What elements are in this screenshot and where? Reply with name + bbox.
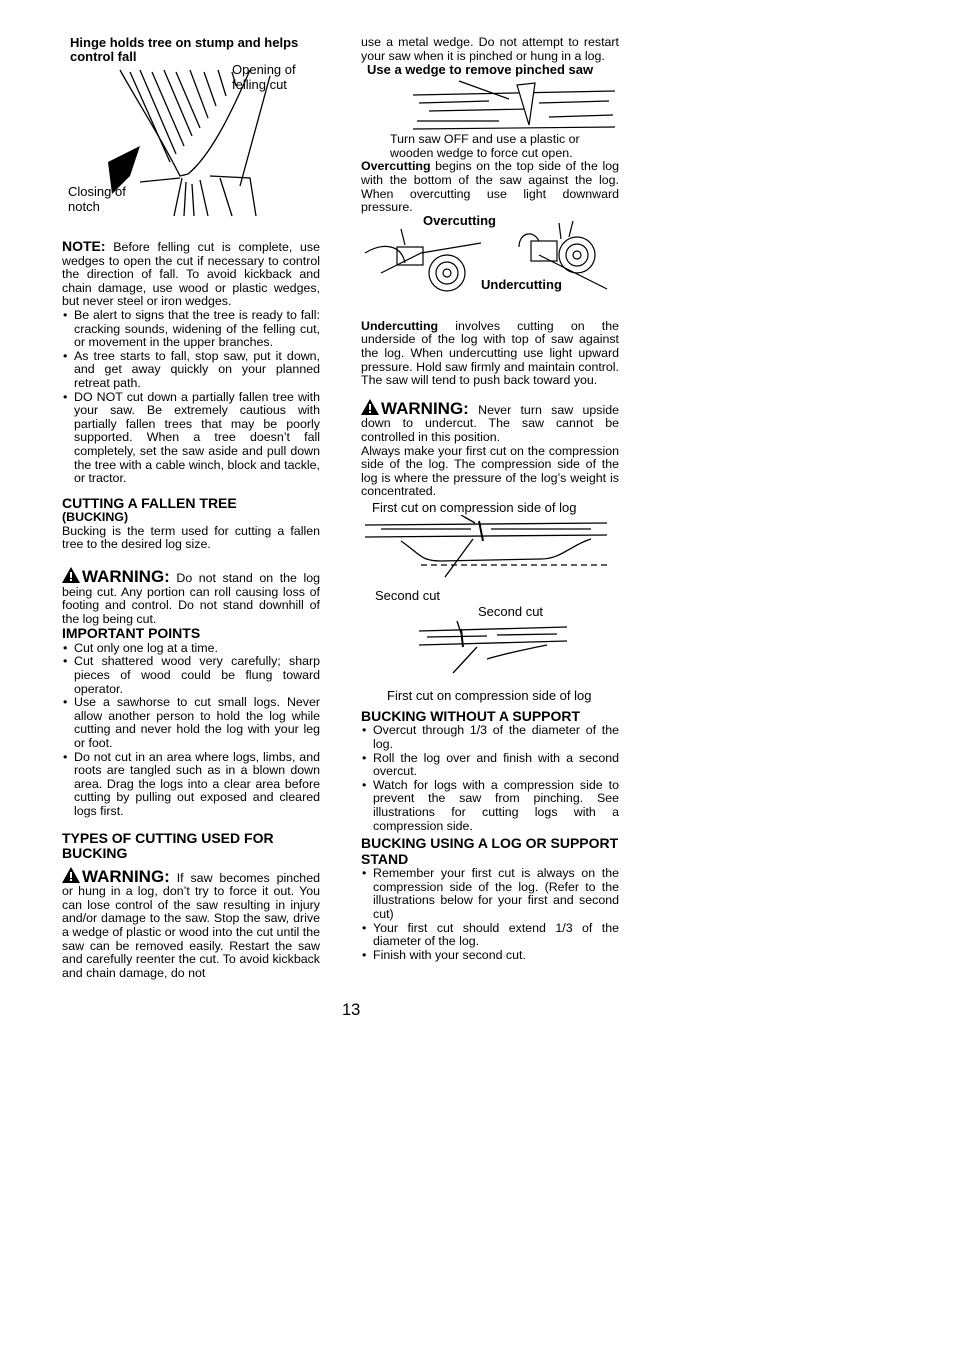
warning1-paragraph [62, 566, 320, 626]
list-item: • Remember your first cut is always on the compression side of the log. (Refer to the illustrations below for your first and second cut) [361, 867, 619, 921]
undercut-paragraph [361, 320, 619, 388]
label-closing: Closing of notch [68, 184, 126, 214]
overcut-paragraph [361, 160, 619, 214]
list-item: • Overcut through 1/3 of the diameter of the log. [361, 724, 619, 751]
right-column [361, 36, 619, 962]
label-first-cut-b: First cut on compression side of log [387, 687, 592, 703]
warning-icon [62, 567, 80, 583]
label-overcutting: Overcutting [423, 212, 496, 228]
types-heading: TYPES OF CUTTING USED FOR BUCKING [62, 829, 274, 862]
label-opening: Opening of felling cut [232, 62, 296, 92]
warning2-paragraph [62, 866, 320, 981]
list-item: • Cut shattered wood very carefully; sharp pieces of wood could be flung toward operator. [62, 655, 320, 696]
felling-figure [62, 36, 320, 222]
felling-figure-title: Hinge holds tree on stump and helps control fall [70, 35, 299, 64]
compression-text: Always make your first cut on the compression side of the log. The compression side of the log is where the pressure of the log’s weight is concentrated. [361, 443, 619, 499]
wedge-figure-title: Use a wedge to remove pinched saw [367, 62, 594, 78]
list-item: • Use a sawhorse to cut small logs. Never allow another person to hold the log while cutting and never hold the log with your leg or foot. [62, 696, 320, 750]
important-heading: IMPORTANT POINTS [62, 625, 201, 642]
overcut-text: begins on the top side of the log with the bottom of the saw against the log. When overcutting use light downward pressure. [361, 159, 619, 215]
note-bullet-list [62, 309, 320, 486]
warning1-text: Do not stand on the log being cut. Any portion can roll causing loss of footing and control. Do not stand downhill of the log being cut. [62, 570, 320, 626]
list-item: • Watch for logs with a compression side to prevent the saw from pinching. See illustrations for cutting logs with a compression side. [361, 779, 619, 833]
list-item: • Do not cut in an area where logs, limbs, and roots are tangled such as in a blown down area. Drag the logs into a clear area before cutting by pulling out exposed and cleared logs first. [62, 751, 320, 819]
undercut-text: involves cutting on the underside of the log with top of saw against the log. When undercutting use light upward pressure. Hold saw firmly and maintain control. The saw will tend to push back toward you. [361, 318, 619, 388]
without-support-heading: BUCKING WITHOUT A SUPPORT [361, 707, 581, 724]
warning-icon [62, 867, 80, 883]
overcut-term: Overcutting [361, 159, 431, 174]
overcutting-illustration [361, 223, 486, 295]
page-number: 13 [342, 1001, 361, 1019]
left-column [62, 36, 320, 980]
log-compression-illustration-a [361, 515, 611, 585]
list-item: • DO NOT cut down a partially fallen tree with your saw. Be extremely cautious with partially fallen trees that may be poorly supported. When a tree doesn’t fall completely, set the saw aside and pull down the tree with a cable winch, block and tackle, or tractor. [62, 391, 320, 486]
intro-text: use a metal wedge. Do not attempt to restart your saw when it is pinched or hung in a log. [361, 35, 619, 63]
list-item: • Roll the log over and finish with a second overcut. [361, 752, 619, 779]
warning2-label: WARNING: [82, 866, 170, 886]
cutting-subheading: (BUCKING) [62, 510, 129, 525]
warning2-text: If saw becomes pinched or hung in a log, don’t try to force it out. You can lose control of the saw resulting in injury and/or damage to the saw. Stop the saw, drive a wedge of plastic or wood into the cut until the saw can be removed easily. Restart the saw and carefully reenter the cut. To avoid kickback and chain damage, do not [62, 870, 320, 980]
warning3-paragraph [361, 398, 619, 445]
label-second-cut-a: Second cut [375, 587, 441, 603]
list-item: • Cut only one log at a time. [62, 642, 320, 656]
wedge-log-illustration [409, 77, 619, 133]
wedge-caption: Turn saw OFF and use a plastic or wooden wedge to force cut open. [390, 132, 580, 160]
using-support-heading: BUCKING USING A LOG OR SUPPORT STAND [361, 835, 619, 867]
list-item: • Your first cut should extend 1/3 of the diameter of the log. [361, 922, 619, 949]
note-paragraph [62, 240, 320, 309]
compression-figure-a [361, 499, 619, 607]
label-undercutting: Undercutting [481, 276, 562, 292]
important-bullet-list [62, 642, 320, 819]
note-label: NOTE: [62, 238, 106, 254]
cutting-heading: CUTTING A FALLEN TREE [62, 494, 237, 511]
using-support-list [361, 867, 619, 962]
log-compression-illustration-b [417, 619, 571, 681]
cutting-text: Bucking is the term used for cutting a fallen tree to the desired log size. [62, 523, 320, 552]
without-support-list [361, 724, 619, 833]
label-first-cut-a: First cut on compression side of log [372, 499, 577, 515]
label-second-cut-b: Second cut [478, 603, 544, 619]
warning3-text: Never turn saw upside down to undercut. The saw cannot be controlled in this position. [361, 402, 619, 444]
note-text: Before felling cut is complete, use wedges to open the cut if necessary to control the direction of fall. To avoid kickback and chain damage, use wood or plastic wedges, but never steel or iron wedges. [62, 240, 320, 309]
warning-icon [361, 399, 379, 415]
list-item: • Be alert to signs that the tree is ready to fall: cracking sounds, widening of the felling cut, or movement in the upper branches. [62, 309, 320, 350]
warning3-label: WARNING: [381, 398, 469, 418]
list-item: • Finish with your second cut. [361, 949, 619, 963]
compression-figure-b [361, 603, 619, 703]
warning1-label: WARNING: [82, 566, 170, 586]
overcut-undercut-figure [361, 212, 619, 309]
undercut-term: Undercutting [361, 318, 439, 333]
wedge-figure [361, 77, 619, 133]
list-item: • As tree starts to fall, stop saw, put it down, and get away quickly on your planned retreat path. [62, 350, 320, 391]
